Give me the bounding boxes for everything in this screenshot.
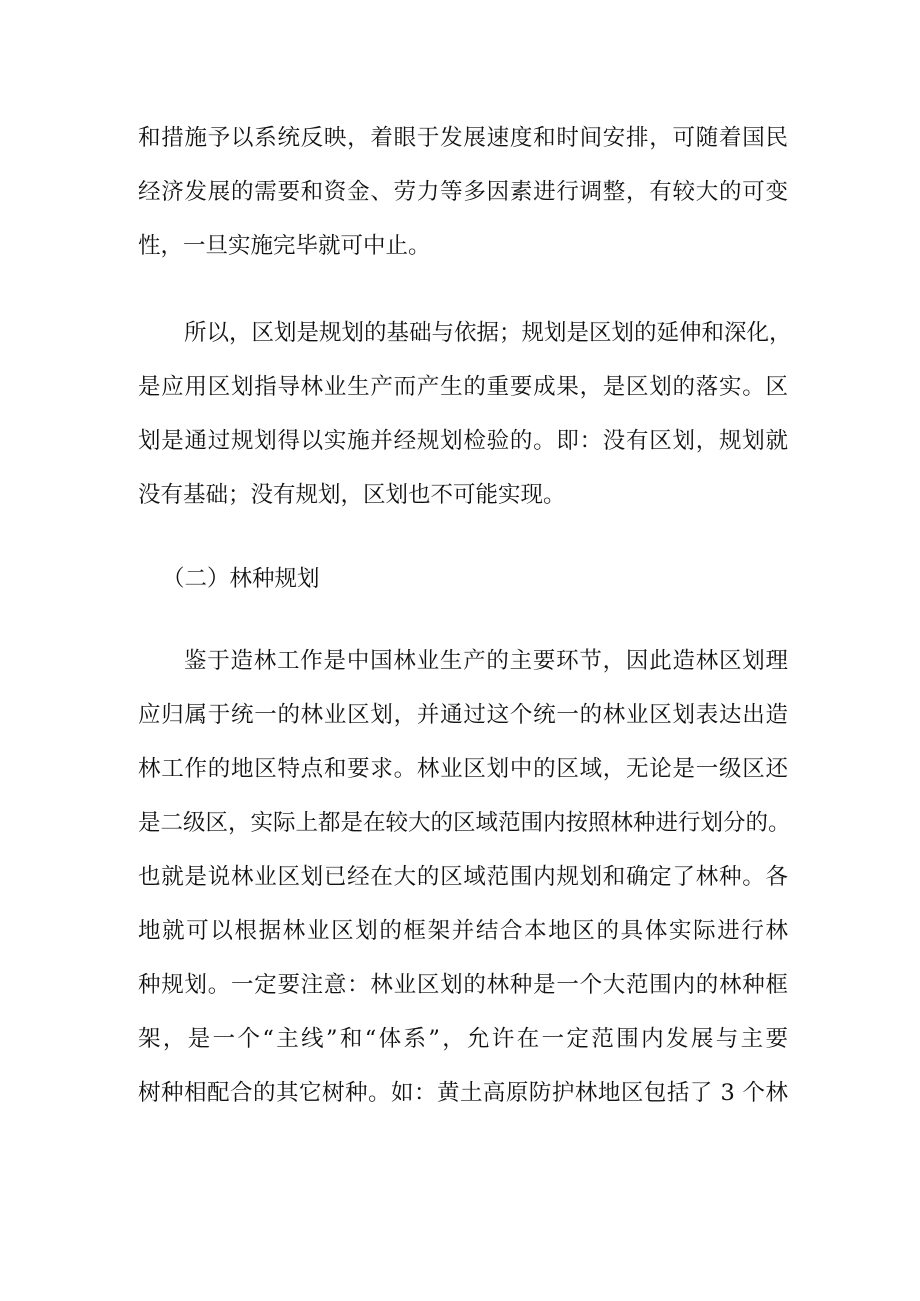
paragraph-1-line-2: 经济发展的需要和资金、劳力等多因素进行调整，有较大的可变 [138, 179, 788, 205]
paragraph-2-line-3: 划是通过规划得以实施并经规划检验的。即：没有区划，规划就 [138, 428, 788, 454]
section-heading: （二）林种规划 [162, 566, 320, 592]
paragraph-3-line-9: 树种相配合的其它树种。如：黄土高原防护林地区包括了 3 个林 [138, 1080, 788, 1106]
paragraph-3-line-7: 种规划。一定要注意：林业区划的林种是一个大范围内的林种框 [138, 972, 788, 998]
paragraph-3-line-4: 是二级区，实际上都是在较大的区域范围内按照林种进行划分的。 [138, 810, 791, 836]
paragraph-1-line-1: 和措施予以系统反映，着眼于发展速度和时间安排，可随着国民 [138, 125, 788, 151]
paragraph-2-line-2: 是应用区划指导林业生产而产生的重要成果，是区划的落实。区 [138, 374, 788, 400]
paragraph-3-line-8: 架，是一个“主线”和“体系”，允许在一定范围内发展与主要 [138, 1026, 788, 1052]
paragraph-3-line-3: 林工作的地区特点和要求。林业区划中的区域，无论是一级区还 [138, 756, 788, 782]
paragraph-3-line-2: 应归属于统一的林业区划，并通过这个统一的林业区划表达出造 [138, 702, 788, 728]
paragraph-3-line-5: 也就是说林业区划已经在大的区域范围内规划和确定了林种。各 [138, 864, 788, 890]
paragraph-2-line-1: 所以，区划是规划的基础与依据；规划是区划的延伸和深化， [184, 320, 792, 346]
paragraph-3-line-6: 地就可以根据林业区划的框架并结合本地区的具体实际进行林 [138, 918, 788, 944]
paragraph-3-line-1: 鉴于造林工作是中国林业生产的主要环节，因此造林区划理 [184, 648, 788, 674]
paragraph-2-line-4: 没有基础；没有规划，区划也不可能实现。 [138, 482, 566, 508]
paragraph-1-line-3: 性，一旦实施完毕就可中止。 [138, 233, 431, 259]
